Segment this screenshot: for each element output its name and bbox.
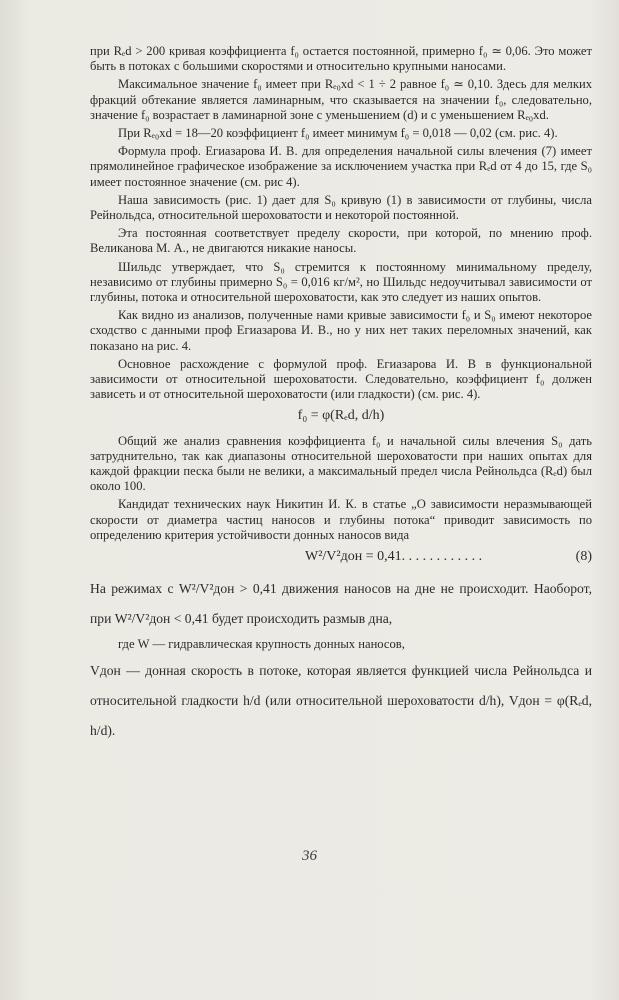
paragraph: При Rₑ₀xd = 18—20 коэффициент f₀ имеет минимум f₀ = 0,018 — 0,02 (см. рис. 4). bbox=[118, 126, 558, 141]
formula-8-expression: W²/V²дон = 0,41. . . . . . . . . . . . bbox=[305, 549, 483, 565]
formula-f0: f₀ = φ(Rₑd, d/h) bbox=[297, 408, 385, 424]
paragraph: при Rₑd > 200 кривая коэффициента f₀ остается постоянной, примерно f₀ ≃ 0,06. Это может быть в потоках с большими скоростями и относительно крупными наносами. bbox=[90, 44, 592, 74]
paragraph: Общий же анализ сравнения коэффициента f₀ и начальной силы влечения S₀ дать затруднительно, так как диапазоны относительной шероховатости при наших опытах для каждой фракции песка были не велики, а максимальный предел числа Рейнольдса (Rₑd) был около 100. bbox=[90, 433, 592, 494]
paragraph: Формула проф. Егиазарова И. В. для определения начальной силы влечения (7) имеет прямолинейное графическое изображение за исключением участка при Rₑd от 4 до 15, где S₀ имеет постоянное значение (см. рис 4). bbox=[90, 144, 592, 189]
paragraph: Основное расхождение с формулой проф. Егиазарова И. В в функциональной зависимости от относительной шероховатости. Следовательно, коэффициент f₀ должен зависеть и от относительной шероховатости (или гладкости) (см. рис. 4). bbox=[90, 356, 592, 402]
paragraph: Кандидат технических наук Никитин И. К. в статье „О зависимости неразмывающей скорости от диаметра частиц наносов и глубины потока“ приводит зависимость по определению критерия устойчивости донных наносов вида bbox=[90, 497, 592, 542]
page-body bbox=[90, 44, 592, 749]
paragraph: Vдон — донная скорость в потоке, которая является функцией числа Рейнольдса и относительной гладкости h/d (или относительной шероховатости d/h), Vдон = φ(Rₑd, h/d). bbox=[90, 662, 592, 738]
paragraph: Эта постоянная соответствует пределу скорости, при которой, по мнению проф. Великанова М. А., не двигаются никакие наносы. bbox=[90, 226, 592, 256]
equation-number: (8) bbox=[575, 549, 592, 565]
paragraph: Наша зависимость (рис. 1) дает для S₀ кривую (1) в зависимости от глубины, числа Рейнольдса, относительной шероховатости и некоторой постоянной. bbox=[90, 192, 592, 223]
paragraph: Шильдс утверждает, что S₀ стремится к постоянному минимальному пределу, независимо от глубины примерно S₀ = 0,016 кг/м², но Шильдс недоучитывал зависимости от глубины, потока и относительной шероховатости, как это следует из наших опытов. bbox=[90, 259, 592, 305]
paragraph: где W — гидравлическая крупность донных наносов, bbox=[118, 637, 405, 652]
paragraph: На режимах с W²/V²дон > 0,41 движения наносов на дне не происходит. Наоборот, при W²/V²дон < 0,41 будет происходить размыв дна, bbox=[90, 581, 592, 627]
page-number: 36 bbox=[302, 848, 317, 864]
paragraph: Как видно из анализов, полученные нами кривые зависимости f₀ и S₀ имеют некоторое сходство с данными проф Егиазарова И. В., но у них нет таких переломных значений, как показано на рис. 4. bbox=[90, 308, 592, 353]
paragraph: Максимальное значение f₀ имеет при Rₑ₀xd < 1 ÷ 2 равное f₀ ≃ 0,10. Здесь для мелких фракций обтекание является ламинарным, что сказывается на значении f₀, следовательно, значение f₀ возрастает в ламинарной зоне с уменьшением (d) и с уменьшением Rₑ₀xd. bbox=[90, 77, 592, 122]
formula-8 bbox=[90, 549, 592, 564]
